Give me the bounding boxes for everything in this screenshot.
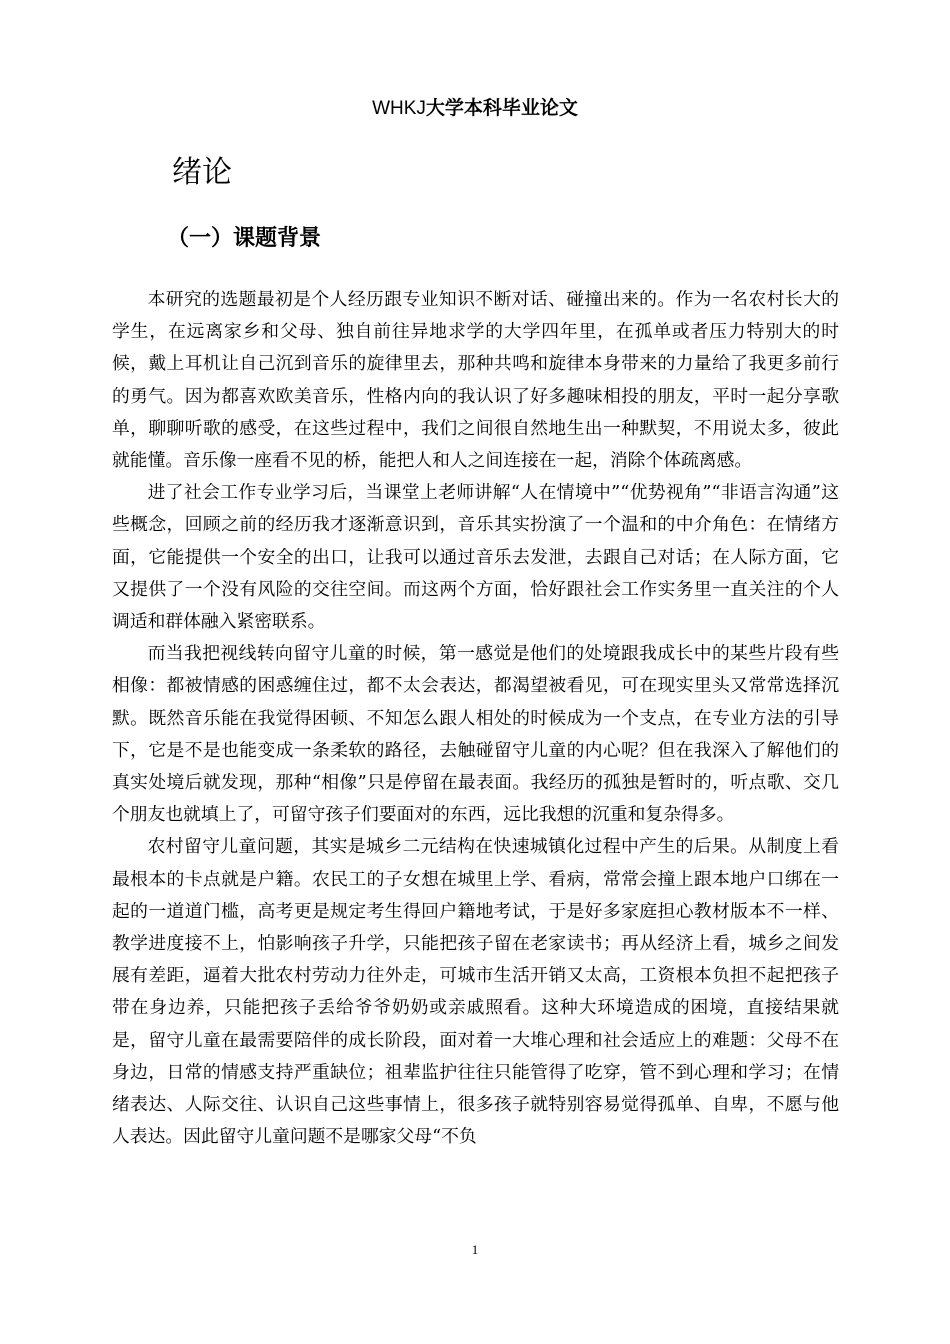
header-thesis-label: 大学本科毕业论文: [425, 97, 578, 119]
section-title: （一）课题背景: [167, 226, 322, 251]
paragraph: 进了社会工作专业学习后，当课堂上老师讲解“人在情境中”“优势视角”“非语言沟通”这些概念，回顾之前的经历我才逐渐意识到，音乐其实扮演了一个温和的中介角色：在情绪方面，它能提供一个安全的出口，让我可以通过音乐去发泄，去跟自己对话；在人际方面，它又提供了一个没有风险的交往空间。而这两个方面，恰好跟社会工作实务里一直关注的个人调适和群体融入紧密联系。: [112, 482, 839, 633]
body-text: [112, 284, 839, 1153]
paragraph: 农村留守儿童问题，其实是城乡二元结构在快速城镇化过程中产生的后果。从制度上看最根本的卡点就是户籍。农民工的子女想在城里上学、看病，常常会撞上跟本地户口绑在一起的一道道门槛，高考更是规定考生得回户籍地考试，于是好多家庭担心教材版本不一样、教学进度接不上，怕影响孩子升学，只能把孩子留在老家读书；再从经济上看，城乡之间发展有差距，逼着大批农村劳动力往外走，可城市生活开销又太高，工资根本负担不起把孩子带在身边养，只能把孩子丢给爷爷奶奶或亲戚照看。这种大环境造成的困境，直接结果就是，留守儿童在最需要陪伴的成长阶段，面对着一大堆心理和社会适应上的难题：父母不在身边，日常的情感支持严重缺位；祖辈监护往往只能管得了吃穿，管不到心理和学习；在情绪表达、人际交往、认识自己这些事情上，很多孩子就特别容易觉得孤单、自卑，不愿与他人表达。因此留守儿童问题不是哪家父母“不负: [112, 836, 839, 1148]
page-number: 1: [471, 1242, 479, 1257]
paragraph: 而当我把视线转向留守儿童的时候，第一感觉是他们的处境跟我成长中的某些片段有些相像：都被情感的困惑缠住过，都不太会表达，都渴望被看见，可在现实里头又常常选择沉默。既然音乐能在我觉得困顿、不知怎么跟人相处的时候成为一个支点，在专业方法的引导下，它是不是也能变成一条柔软的路径，去触碰留守儿童的内心呢？但在我深入了解他们的真实处境后就发现，那种“相像”只是停留在最表面。我经历的孤独是暂时的，听点歌、交几个朋友也就填上了，可留守孩子们要面对的东西，远比我想的沉重和复杂得多。: [112, 643, 839, 826]
header-university-code: WHKJ: [372, 98, 426, 119]
paragraph: 本研究的选题最初是个人经历跟专业知识不断对话、碰撞出来的。作为一名农村长大的学生，在远离家乡和父母、独自前往异地求学的大学四年里，在孤单或者压力特别大的时候，戴上耳机让自己沉到音乐的旋律里去，那种共鸣和旋律本身带来的力量给了我更多前行的勇气。因为都喜欢欧美音乐，性格内向的我认识了好多趣味相投的朋友，平时一起分享歌单，聊聊听歌的感受，在这些过程中，我们之间很自然地生出一种默契，不用说太多，彼此就能懂。音乐像一座看不见的桥，能把人和人之间连接在一起，消除个体疏离感。: [112, 289, 839, 472]
chapter-title: 绪论: [172, 155, 232, 190]
running-header: [0, 96, 950, 121]
